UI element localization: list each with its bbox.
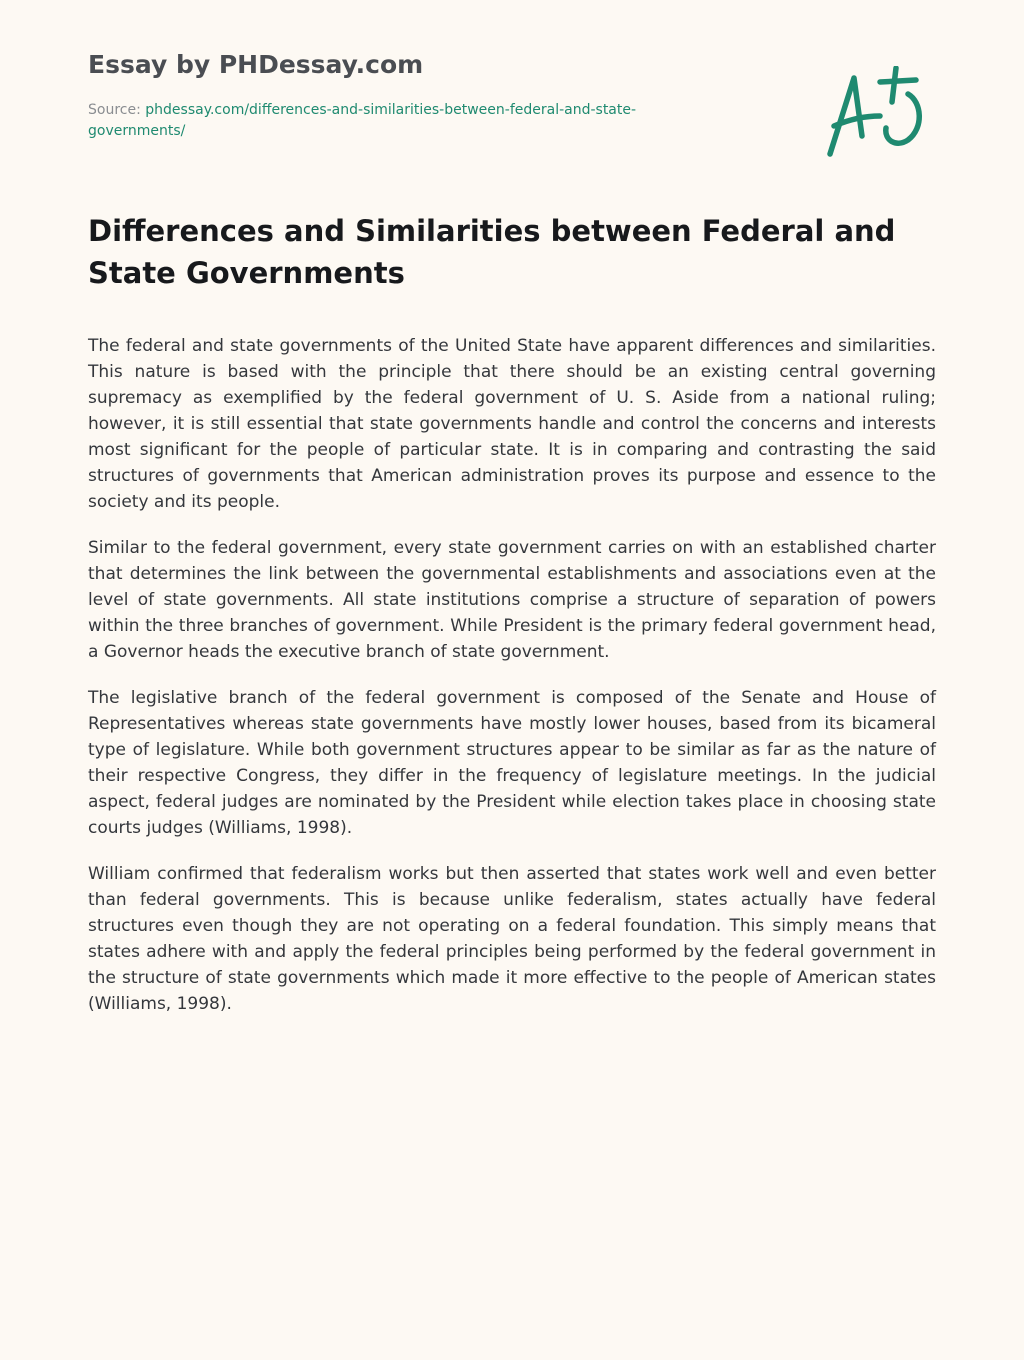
- essay-title: Differences and Similarities between Federal and State Governments: [88, 214, 896, 290]
- source-label: Source:: [88, 102, 146, 118]
- source-line: [88, 100, 698, 142]
- a-plus-grade-icon: [824, 66, 928, 162]
- site-title: Essay by PHDessay.com: [88, 50, 424, 79]
- essay-paragraph: William confirmed that federalism works but then asserted that states work well and even better than federal governments. This is because unlike federalism, states actually have federal structures even though they are not operating on a federal foundation. This simply means that states adhere with and apply the federal principles being performed by the federal government in the structure of state governments which made it more effective to the people of American states (Williams, 1998).: [88, 864, 936, 1014]
- essay-paragraph: Similar to the federal government, every state government carries on with an established charter that determines the link between the governmental establishments and associations even at the level of state governments. All state institutions comprise a structure of separation of powers within the three branches of government. While President is the primary federal government head, a Governor heads the executive branch of state government.: [88, 538, 936, 662]
- essay-paragraph: The legislative branch of the federal government is composed of the Senate and House of Representatives whereas state governments have mostly lower houses, based from its bicameral type of legislature. While both government structures appear to be similar as far as the nature of their respective Congress, they differ in the frequency of legislature meetings. In the judicial aspect, federal judges are nominated by the President while election takes place in choosing state courts judges (Williams, 1998).: [88, 688, 936, 838]
- essay-body: [88, 333, 936, 1037]
- source-link[interactable]: phdessay.com/differences-and-similarities-between-federal-and-state-governments/: [88, 102, 637, 139]
- essay-paragraph: The federal and state governments of the United State have apparent differences and similarities. This nature is based with the principle that there should be an existing central governing supremacy as exemplified by the federal government of U. S. Aside from a national ruling; however, it is still essential that state governments handle and control the concerns and interests most significant for the people of particular state. It is in comparing and contrasting the said structures of governments that American administration proves its purpose and essence to the society and its people.: [88, 336, 936, 512]
